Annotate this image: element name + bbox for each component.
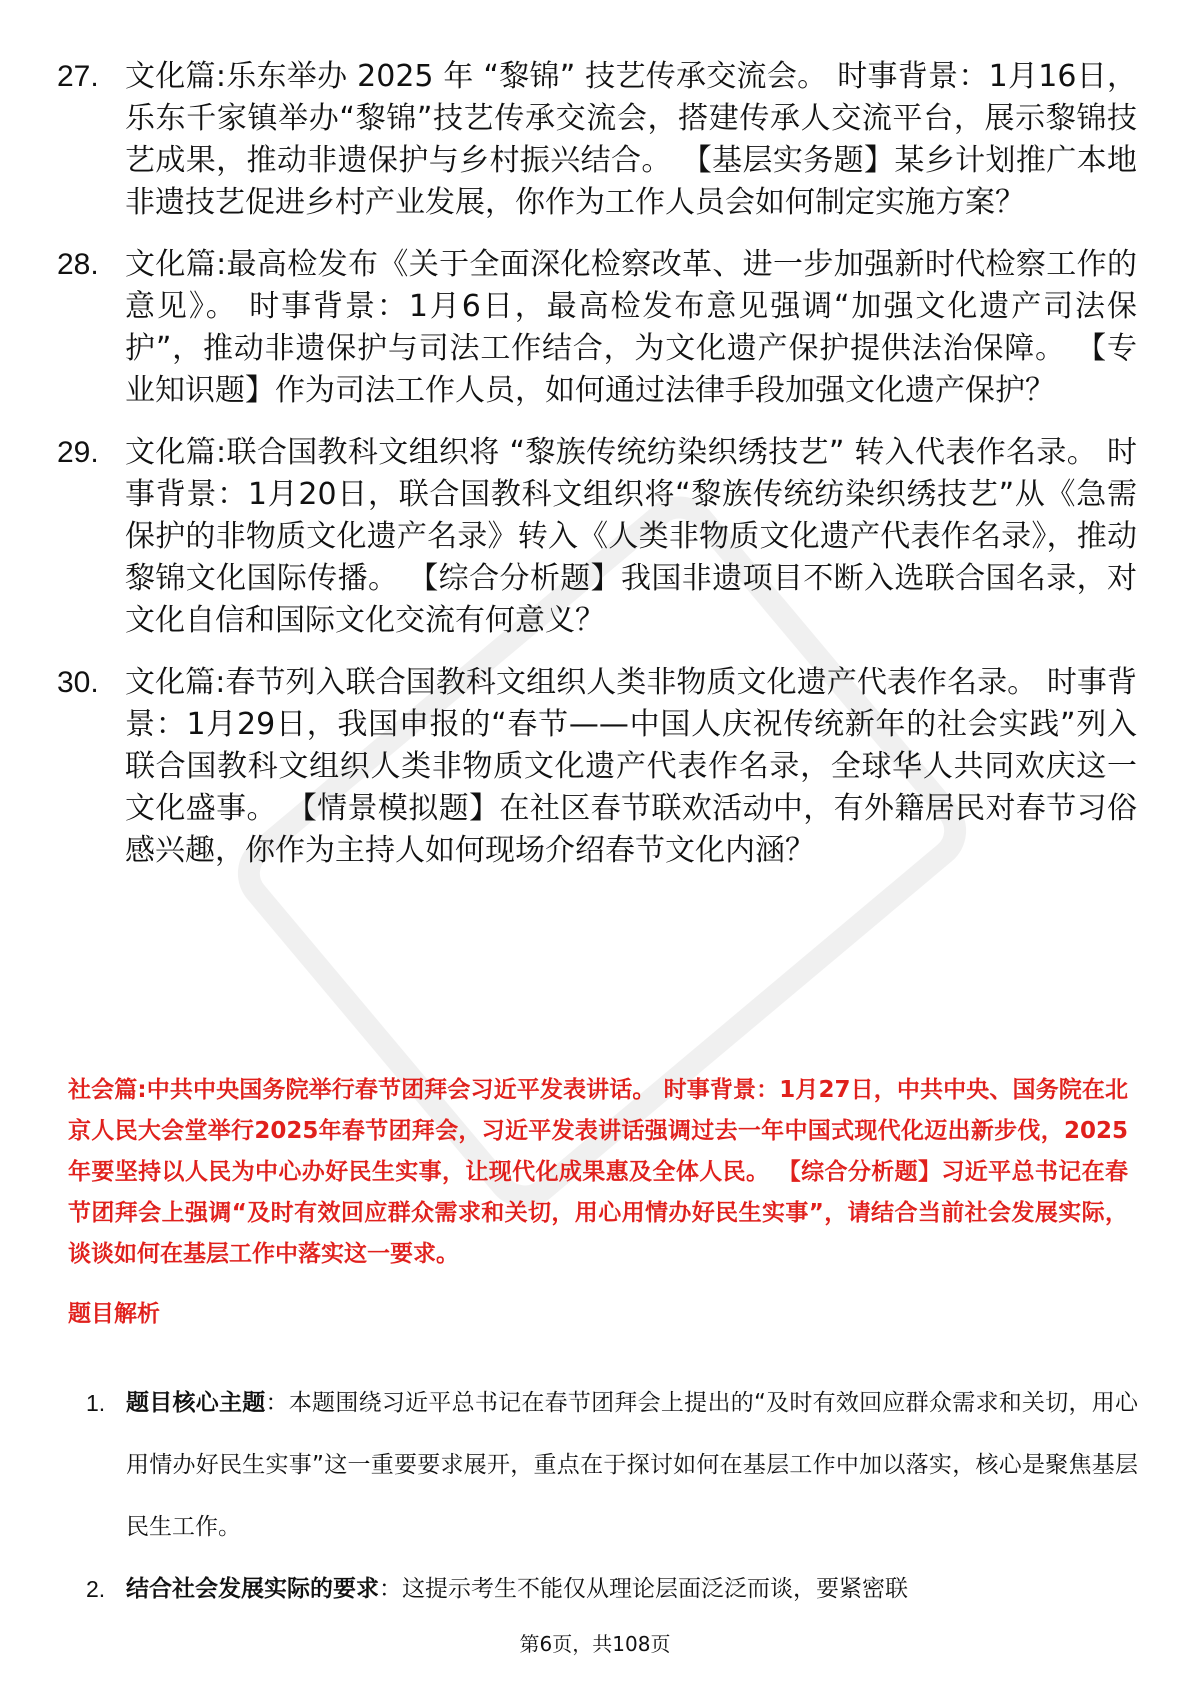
question-number: 29. <box>57 436 99 469</box>
question-list <box>57 56 1137 892</box>
question-number: 28. <box>57 248 99 281</box>
question-number: 27. <box>57 60 99 93</box>
analysis-text <box>126 1558 1138 1620</box>
question-text: 文化篇:春节列入联合国教科文组织人类非物质文化遗产代表作名录。 时事背景：1月29日，我国申报的“春节——中国人庆祝传统新年的社会实践”列入联合国教科文组织人类非物质文化遗产代表作名录，全球华人共同欢庆这一文化盛事。 【情景模拟题】在社区春节联欢活动中，有外籍居民对春节习俗感兴趣，你作为主持人如何现场介绍春节文化内涵？ <box>125 665 1137 868</box>
page-footer: 第6页，共108页 <box>519 1632 671 1656</box>
highlight-question: 社会篇:中共中央国务院举行春节团拜会习近平发表讲话。 时事背景：1月27日，中共中央、国务院在北京人民大会堂举行2025年春节团拜会，习近平发表讲话强调过去一年中国式现代化迈出新步伐，2025年要坚持以人民为中心办好民生实事，让现代化成果惠及全体人民。 【综合分析题】习近平总书记在春节团拜会上强调“及时有效回应群众需求和关切，用心用情办好民生实事”，请结合当前社会发展实际，谈谈如何在基层工作中落实这一要求。 <box>68 1077 1128 1267</box>
analysis-title: 题目解析 <box>68 1301 160 1327</box>
question-text: 文化篇:最高检发布《关于全面深化检察改革、进一步加强新时代检察工作的意见》。 时事背景：1月6日，最高检发布意见强调“加强文化遗产司法保护”，推动非遗保护与司法工作结合，为文化遗产保护提供法治保障。 【专业知识题】作为司法工作人员，如何通过法律手段加强文化遗产保护？ <box>125 247 1137 408</box>
question-item <box>57 662 1137 872</box>
question-item <box>57 56 1137 224</box>
analysis-item <box>86 1558 1138 1620</box>
question-number: 30. <box>57 666 99 699</box>
question-item <box>57 244 1137 412</box>
analysis-number: 2. <box>86 1576 106 1602</box>
analysis-list <box>86 1372 1138 1620</box>
question-text: 文化篇:联合国教科文组织将 “黎族传统纺染织绣技艺” 转入代表作名录。 时事背景：1月20日，联合国教科文组织将“黎族传统纺染织绣技艺”从《急需保护的非物质文化遗产名录》转入《人类非物质文化遗产代表作名录》，推动黎锦文化国际传播。 【综合分析题】我国非遗项目不断入选联合国名录，对文化自信和国际文化交流有何意义？ <box>125 435 1137 638</box>
analysis-body: ：这提示考生不能仅从理论层面泛泛而谈，要紧密联 <box>379 1576 908 1602</box>
question-text: 文化篇:乐东举办 2025 年 “黎锦” 技艺传承交流会。 时事背景：1月16日，乐东千家镇举办“黎锦”技艺传承交流会，搭建传承人交流平台，展示黎锦技艺成果，推动非遗保护与乡村振兴结合。 【基层实务题】某乡计划推广本地非遗技艺促进乡村产业发展，你作为工作人员会如何制定实施方案？ <box>125 59 1137 220</box>
analysis-label: 题目核心主题 <box>126 1390 266 1416</box>
analysis-label: 结合社会发展实际的要求 <box>126 1576 379 1602</box>
question-item <box>57 432 1137 642</box>
analysis-number: 1. <box>86 1390 106 1416</box>
analysis-body: ：本题围绕习近平总书记在春节团拜会上提出的“及时有效回应群众需求和关切，用心用情办好民生实事”这一重要要求展开，重点在于探讨如何在基层工作中加以落实，核心是聚焦基层民生工作。 <box>126 1390 1138 1540</box>
analysis-text <box>126 1372 1138 1558</box>
analysis-item <box>86 1372 1138 1558</box>
